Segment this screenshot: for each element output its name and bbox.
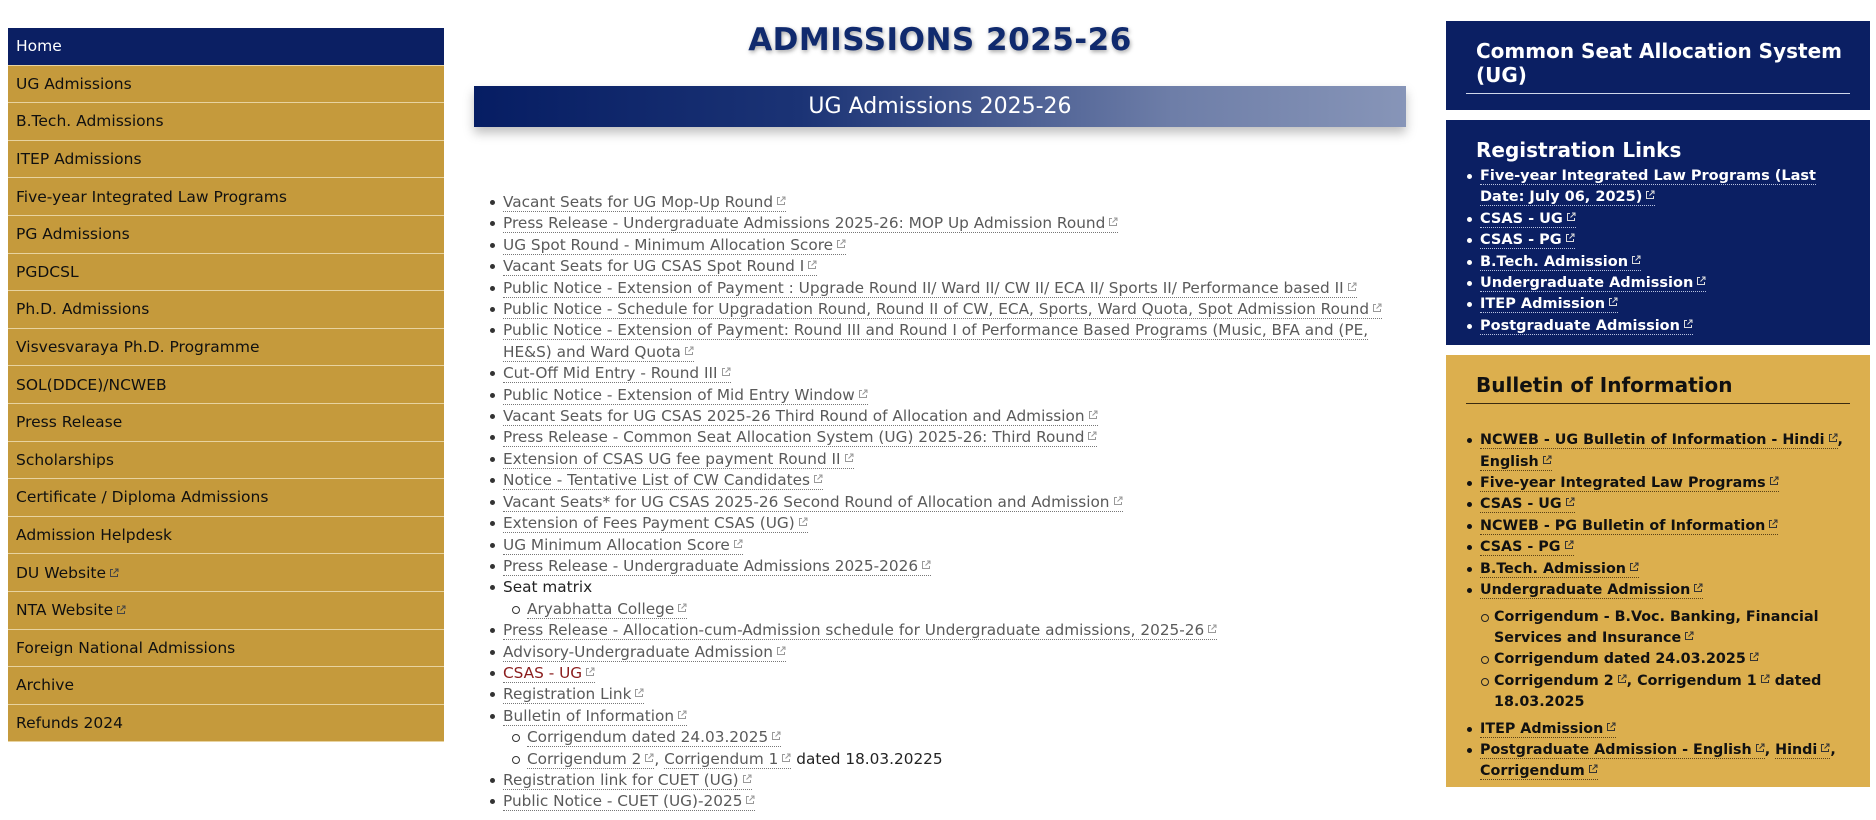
- notice-link-cut-off-mid-entry-round-iii[interactable]: Cut-Off Mid Entry - Round III: [503, 364, 731, 383]
- sidebar-item-sol-ddce-ncweb[interactable]: [8, 366, 444, 404]
- external-link-icon: [1087, 431, 1097, 441]
- external-link-icon: [776, 196, 786, 206]
- list-item: [1480, 166, 1850, 209]
- notice-link-public-notice-extension-of-payment-upgra[interactable]: Public Notice - Extension of Payment : Upgrade Round II/ Ward II/ CW II/ ECA II/ Sports II/ Performance based II: [503, 279, 1357, 298]
- list-item: [1494, 607, 1850, 650]
- notice-link-press-release-allocation-cum-admission-s[interactable]: Press Release - Allocation-cum-Admission schedule for Undergraduate admissions, 2025-26: [503, 621, 1217, 640]
- external-link-icon: [813, 474, 823, 484]
- notice-link-press-release-common-seat-allocation-sys[interactable]: Press Release - Common Seat Allocation System (UG) 2025-26: Third Round: [503, 428, 1097, 447]
- list-item: [1480, 559, 1850, 580]
- external-link-icon: [109, 568, 119, 578]
- external-link-icon: [921, 560, 931, 570]
- sidebar-item-label: Certificate / Diploma Admissions: [16, 488, 269, 507]
- external-link-icon: [1588, 764, 1598, 774]
- corrigendum-1-link[interactable]: Corrigendum 1: [664, 750, 791, 769]
- external-link-icon: [807, 260, 817, 270]
- sidebar-item-label: Five-year Integrated Law Programs: [16, 187, 287, 206]
- list-item: [488, 427, 1406, 448]
- sidebar-item-ph-d-admissions[interactable]: [8, 291, 444, 329]
- reg-link-csas-ug[interactable]: CSAS - UG: [1480, 211, 1576, 228]
- list-item: [488, 256, 1406, 277]
- sidebar-item-label: DU Website: [16, 563, 106, 582]
- external-link-icon: [745, 795, 755, 805]
- list-item: [488, 406, 1406, 427]
- notice-link-public-notice-schedule-for-upgradation-r[interactable]: Public Notice - Schedule for Upgradation Round, Round II of CW, ECA, Sports, Ward Quota, Spot Admission Round: [503, 300, 1382, 319]
- corrigendum-2-link[interactable]: Corrigendum 2: [527, 750, 654, 769]
- sidebar-item-label: Refunds 2024: [16, 713, 124, 732]
- external-link-icon: [1820, 743, 1830, 753]
- reg-link-five-year-integrated-law-programs-last-d[interactable]: Five-year Integrated Law Programs (Last Date: July 06, 2025): [1480, 168, 1816, 206]
- list-item: [1480, 273, 1850, 294]
- external-link-icon: [1749, 652, 1759, 662]
- list-item: [1480, 516, 1850, 537]
- sidebar-item-label: NTA Website: [16, 601, 114, 620]
- sidebar-item-b-tech-admissions[interactable]: [8, 103, 444, 141]
- list-item: [1480, 494, 1850, 515]
- sidebar-item-certificate-diploma-admissions[interactable]: [8, 479, 444, 517]
- list-item: [1480, 537, 1850, 558]
- list-item: [488, 706, 1406, 770]
- list-item: NCWEB - UG Bulletin of Information - Hindi , English: [1480, 430, 1850, 473]
- list-item: [1480, 316, 1850, 337]
- external-link-icon: [858, 389, 868, 399]
- notice-link-vacant-seats-for-ug-csas-2025-26-second-[interactable]: Vacant Seats* for UG CSAS 2025-26 Second Round of Allocation and Admission: [503, 493, 1123, 512]
- list-item: [488, 577, 1406, 620]
- external-link-icon: [634, 688, 644, 698]
- right-panels: [1446, 21, 1870, 797]
- list-item: [488, 449, 1406, 470]
- external-link-icon: [1768, 519, 1778, 529]
- external-link-icon: [1629, 562, 1639, 572]
- sidebar-item-label: SOL(DDCE)/NCWEB: [16, 375, 167, 394]
- ug-admissions-banner: UG Admissions 2025-26: [474, 86, 1406, 127]
- list-item: [488, 513, 1406, 534]
- page-title: ADMISSIONS 2025-26: [748, 22, 1132, 58]
- list-item: [1480, 294, 1850, 315]
- external-link-icon: [1566, 212, 1576, 222]
- bulletin-panel: [1446, 355, 1870, 787]
- seat-matrix-sublist: [503, 599, 1406, 620]
- bulletin-pg-corrigendum-link[interactable]: Corrigendum: [1480, 763, 1598, 780]
- bulletin-itep-link[interactable]: ITEP Admission: [1480, 721, 1616, 738]
- cuet-registration-link[interactable]: Registration link for CUET (UG): [503, 771, 752, 790]
- external-link-icon: [1347, 282, 1357, 292]
- list-item: [1494, 649, 1850, 670]
- list-item: [488, 385, 1406, 406]
- list-item: [1480, 252, 1850, 273]
- external-link-icon: [733, 539, 743, 549]
- reg-link-csas-pg[interactable]: CSAS - PG: [1480, 232, 1575, 249]
- list-item: [1480, 230, 1850, 251]
- corrigendum-24-03-link[interactable]: Corrigendum dated 24.03.2025: [1494, 651, 1759, 667]
- external-link-icon: [781, 753, 791, 763]
- list-item: [488, 770, 1406, 791]
- ncweb-ug-english-link[interactable]: English: [1480, 454, 1552, 471]
- csas-ug-link[interactable]: CSAS - UG: [503, 664, 595, 683]
- bulletin-csas-ug-link[interactable]: CSAS - UG: [1480, 496, 1575, 513]
- sidebar-item-label: Visvesvaraya Ph.D. Programme: [16, 338, 260, 357]
- external-link-icon: [1608, 297, 1618, 307]
- csas-heading: Common Seat Allocation System (UG): [1466, 39, 1850, 94]
- bulletin-pg-hindi-link[interactable]: Hindi: [1775, 742, 1830, 759]
- list-item: [488, 278, 1406, 299]
- sidebar-item-label: Admission Helpdesk: [16, 526, 173, 545]
- list-item: [488, 556, 1406, 577]
- list-item: [488, 535, 1406, 556]
- notice-link-public-notice-extension-of-payment-round[interactable]: Public Notice - Extension of Payment: Round III and Round I of Performance Based Programs (Music, BFA and (PE, HE&S) and Ward Quota: [503, 321, 1369, 361]
- notice-link-press-release-undergraduate-admissions-2[interactable]: Press Release - Undergraduate Admissions 2025-26: MOP Up Admission Round: [503, 214, 1118, 233]
- list-item: [527, 599, 1406, 620]
- registration-links-panel: [1446, 120, 1870, 345]
- external-link-icon: [1565, 233, 1575, 243]
- bulletin-sublist: [503, 727, 1406, 770]
- external-link-icon: [1683, 319, 1693, 329]
- ug-links-list: [474, 192, 1406, 813]
- list-item: [488, 235, 1406, 256]
- sidebar-item-label: UG Admissions: [16, 74, 132, 93]
- bulletin-btech-link[interactable]: B.Tech. Admission: [1480, 561, 1639, 578]
- external-link-icon: [116, 605, 126, 615]
- corrigendum-date-text: dated 18.03.20225: [796, 749, 943, 768]
- list-item: Corrigendum 2 , Corrigendum 1 dated 18.03.2025: [1494, 671, 1850, 714]
- external-link-icon: [1372, 303, 1382, 313]
- notice-link-extension-of-fees-payment-csas-ug[interactable]: Extension of Fees Payment CSAS (UG): [503, 514, 808, 533]
- sidebar-nav: [8, 28, 444, 742]
- notice-link-press-release-undergraduate-admissions-2[interactable]: Press Release - Undergraduate Admissions 2025-2026: [503, 557, 931, 576]
- sidebar-item-label: ITEP Admissions: [16, 150, 142, 169]
- list-item: [488, 642, 1406, 663]
- bulletin-law-link[interactable]: Five-year Integrated Law Programs: [1480, 475, 1779, 492]
- external-link-icon: [844, 453, 854, 463]
- reg-link-postgraduate-admission[interactable]: Postgraduate Admission: [1480, 318, 1693, 335]
- bulletin-heading: Bulletin of Information: [1466, 373, 1850, 404]
- sidebar-item-label: Archive: [16, 676, 74, 695]
- seat-matrix-label: Seat matrix: [503, 578, 593, 597]
- sidebar-item-label: Scholarships: [16, 450, 114, 469]
- reg-link-itep-admission[interactable]: ITEP Admission: [1480, 296, 1618, 313]
- notice-link-vacant-seats-for-ug-mop-up-round[interactable]: Vacant Seats for UG Mop-Up Round: [503, 193, 786, 212]
- external-link-icon: [1564, 540, 1574, 550]
- external-link-icon: [1565, 497, 1575, 507]
- list-item: [488, 620, 1406, 641]
- external-link-icon: [684, 346, 694, 356]
- external-link-icon: [1645, 190, 1655, 200]
- reg-link-b-tech-admission[interactable]: B.Tech. Admission: [1480, 254, 1641, 271]
- external-link-icon: [1828, 433, 1838, 443]
- sidebar-item-label: Press Release: [16, 413, 123, 432]
- external-link-icon: [1631, 255, 1641, 265]
- external-link-icon: [1755, 743, 1765, 753]
- external-link-icon: [585, 667, 595, 677]
- csas-panel: [1446, 21, 1870, 110]
- list-item: [488, 299, 1406, 320]
- sidebar-item-label: Ph.D. Admissions: [16, 300, 150, 319]
- external-link-icon: [771, 731, 781, 741]
- sidebar-item-ug-admissions[interactable]: [8, 66, 444, 104]
- list-item: [1480, 473, 1850, 494]
- sidebar-item-label: B.Tech. Admissions: [16, 112, 164, 131]
- external-link-icon: [1542, 455, 1552, 465]
- registration-links-list: [1466, 166, 1850, 337]
- external-link-icon: [1617, 674, 1627, 684]
- sidebar-item-nta-website[interactable]: [8, 592, 444, 630]
- sidebar-item-label: Foreign National Admissions: [16, 638, 236, 657]
- list-item: [1480, 209, 1850, 230]
- sidebar-item-du-website[interactable]: [8, 554, 444, 592]
- sidebar-item-home[interactable]: [8, 28, 444, 66]
- external-link-icon: [798, 517, 808, 527]
- list-item: [488, 663, 1406, 684]
- corrigendum-24-03-link[interactable]: Corrigendum dated 24.03.2025: [527, 728, 781, 747]
- list-item: [488, 320, 1406, 363]
- notice-link-extension-of-csas-ug-fee-payment-round-i[interactable]: Extension of CSAS UG fee payment Round II: [503, 450, 854, 469]
- sidebar-item-admission-helpdesk[interactable]: [8, 517, 444, 555]
- external-link-icon: [836, 239, 846, 249]
- external-link-icon: [677, 710, 687, 720]
- ncweb-ug-hindi-link[interactable]: NCWEB - UG Bulletin of Information - Hindi: [1480, 432, 1838, 449]
- list-item: [488, 192, 1406, 213]
- external-link-icon: [1088, 410, 1098, 420]
- external-link-icon: [1696, 276, 1706, 286]
- notice-link-advisory-undergraduate-admission[interactable]: Advisory-Undergraduate Admission: [503, 643, 786, 662]
- list-item: Corrigendum 2 , Corrigendum 1 dated 18.03.20225: [527, 749, 1406, 770]
- list-item: [488, 213, 1406, 234]
- external-link-icon: [1108, 217, 1118, 227]
- external-link-icon: [1113, 496, 1123, 506]
- sidebar-item-label: Home: [16, 37, 62, 56]
- corrigendum-2-link[interactable]: Corrigendum 2: [1494, 673, 1627, 689]
- list-item: [488, 470, 1406, 491]
- corrigendum-1-link[interactable]: Corrigendum 1: [1637, 673, 1770, 689]
- external-link-icon: [1769, 476, 1779, 486]
- notice-link-public-notice-extension-of-mid-entry-win[interactable]: Public Notice - Extension of Mid Entry Window: [503, 386, 868, 405]
- notice-link-vacant-seats-for-ug-csas-2025-26-third-r[interactable]: Vacant Seats for UG CSAS 2025-26 Third Round of Allocation and Admission: [503, 407, 1098, 426]
- list-item: [488, 791, 1406, 812]
- sidebar-item-refunds-2024[interactable]: [8, 705, 444, 743]
- sidebar-item-scholarships[interactable]: [8, 442, 444, 480]
- sidebar-item-pg-admissions[interactable]: [8, 216, 444, 254]
- external-link-icon: [721, 367, 731, 377]
- bulletin-of-information-link[interactable]: Bulletin of Information: [503, 707, 687, 726]
- notice-link-vacant-seats-for-ug-csas-spot-round-i[interactable]: Vacant Seats for UG CSAS Spot Round I: [503, 257, 817, 276]
- external-link-icon: [1684, 631, 1694, 641]
- sidebar-item-foreign-national-admissions[interactable]: [8, 630, 444, 668]
- list-item: Postgraduate Admission - English , Hindi , Corrigendum: [1480, 740, 1850, 783]
- aryabhatta-college-link[interactable]: Aryabhatta College: [527, 600, 687, 619]
- sidebar-item-press-release[interactable]: [8, 404, 444, 442]
- notice-link-ug-spot-round-minimum-allocation-score[interactable]: UG Spot Round - Minimum Allocation Score: [503, 236, 846, 255]
- sidebar-item-archive[interactable]: [8, 667, 444, 705]
- bulletin-list: [1466, 430, 1850, 783]
- bulletin-pg-english-link[interactable]: Postgraduate Admission - English: [1480, 742, 1765, 759]
- corrigendum-date-text: dated 18.03.2025: [1494, 672, 1822, 711]
- sidebar-item-five-year-integrated-law-programs[interactable]: [8, 178, 444, 216]
- external-link-icon: [742, 774, 752, 784]
- bulletin-ncweb-pg-link[interactable]: NCWEB - PG Bulletin of Information: [1480, 518, 1778, 535]
- list-item: [488, 492, 1406, 513]
- sidebar-item-label: PG Admissions: [16, 225, 130, 244]
- bulletin-ug-sublist: [1480, 607, 1850, 714]
- external-link-icon: [1760, 674, 1770, 684]
- list-item: [1480, 719, 1850, 740]
- list-item: [527, 727, 1406, 748]
- external-link-icon: [644, 753, 654, 763]
- external-link-icon: [677, 603, 687, 613]
- external-link-icon: [1606, 722, 1616, 732]
- main-content: [474, 22, 1406, 813]
- registration-link[interactable]: Registration Link: [503, 685, 644, 704]
- sidebar-item-itep-admissions[interactable]: [8, 141, 444, 179]
- reg-link-undergraduate-admission[interactable]: Undergraduate Admission: [1480, 275, 1706, 292]
- sidebar-item-visvesvaraya-ph-d-programme[interactable]: [8, 329, 444, 367]
- bulletin-csas-pg-link[interactable]: CSAS - PG: [1480, 539, 1574, 556]
- bvoc-corrigendum-link[interactable]: Corrigendum - B.Voc. Banking, Financial Services and Insurance: [1494, 608, 1819, 646]
- notice-link-ug-minimum-allocation-score[interactable]: UG Minimum Allocation Score: [503, 536, 743, 555]
- bulletin-ug-link[interactable]: Undergraduate Admission: [1480, 582, 1703, 599]
- list-item: [488, 684, 1406, 705]
- sidebar-item-label: PGDCSL: [16, 262, 79, 281]
- list-item: [1480, 580, 1850, 713]
- cuet-public-notice-link[interactable]: Public Notice - CUET (UG)-2025: [503, 792, 755, 811]
- sidebar-item-pgdcsl[interactable]: [8, 254, 444, 292]
- external-link-icon: [1693, 583, 1703, 593]
- list-item: [488, 363, 1406, 384]
- registration-links-heading: Registration Links: [1476, 138, 1682, 162]
- notice-link-notice-tentative-list-of-cw-candidates[interactable]: Notice - Tentative List of CW Candidates: [503, 471, 823, 490]
- external-link-icon: [776, 646, 786, 656]
- external-link-icon: [1207, 624, 1217, 634]
